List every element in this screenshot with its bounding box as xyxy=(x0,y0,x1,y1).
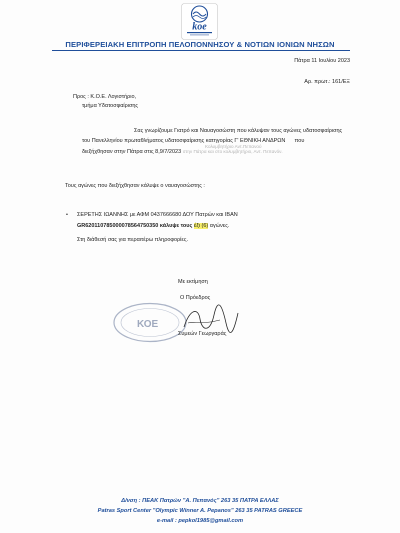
iban-value: GR6201107850000785647503 xyxy=(77,223,153,229)
bullet-suffix-pre: 50 κάλυψε τους xyxy=(152,223,193,229)
availability-note: Στη διάθεσή σας για περαιτέρω πληροφορίες. xyxy=(77,237,189,243)
bullet-line-2 xyxy=(65,221,355,232)
footer-email: e-mail : pepkol1985@gmail.com xyxy=(156,518,244,524)
koe-logo-icon xyxy=(181,3,218,40)
recipient-line-1: Προς : Κ.Ο.Ε. Λογιστήριο, xyxy=(73,94,137,100)
footer-address-english: Patras Sport Center "Olympic Winner A. Pepanos" 263 35 PATRAS GREECE xyxy=(97,508,303,514)
header-divider xyxy=(52,50,350,51)
body-line-3-faint: στην Πάτρα και στο κολυμβητήριο, Αντ. Πεπανόν. xyxy=(182,148,283,154)
faint-overprint: Κολυμβητήριο Αντ.Πεπανού xyxy=(205,143,262,149)
bullet-line-1 xyxy=(65,210,355,221)
official-stamp-icon xyxy=(112,302,188,343)
bullet-suffix-post: αγώνες. xyxy=(209,223,230,229)
footer-address-greek: Δ/νση : ΠΕΑΚ Πατρών "Α. Πεπανός" 263 35 ΠΑΤΡΑ ΕΛΛΑΣ xyxy=(121,498,279,504)
recipient-line-2: τμήμα Υδατοσφαίρισης xyxy=(82,103,139,109)
logo-text: koe xyxy=(192,21,207,33)
signer-name: Συμεών Γεωργαράς xyxy=(178,331,227,337)
body-line-3-text: διεξήχθησαν στην Πάτρα στις 8,9/7/2023 xyxy=(82,148,182,155)
highlighted-count: έξι (6) xyxy=(193,223,209,229)
body-line-3 xyxy=(82,143,352,158)
body-paragraph xyxy=(82,127,352,157)
closing-regards: Με εκτίμηση xyxy=(178,279,208,285)
lifeguard-bullet xyxy=(65,210,355,232)
protocol-number: Αρ. πρωτ.: 161/ΕΞ xyxy=(304,79,350,85)
lifeguard-intro: Τους αγώνες που διεξήχθησαν κάλυψε ο ναυαγοσώστης : xyxy=(65,183,205,189)
body-line-1: Σας γνωρίζουμε Γιατρό και Ναυαγοσώστη που κάλυψαν τους αγώνες υδατοσφαίρισης xyxy=(134,128,343,134)
stamp-text: ΚΟΕ xyxy=(137,319,159,330)
body-line-2-text: του Πανελληνίου πρωταθλήματος υδατοσφαίρισης κατηγορίας Γ' ΕΘΝΙΚΗ ΑΝΔΡΩΝ xyxy=(82,137,286,144)
page-title: ΠΕΡΙΦΕΡΕΙΑΚΗ ΕΠΙΤΡΟΠΗ ΠΕΛΟΠΟΝΝΗΣΟΥ & ΝΟΤΙΩΝ ΙΟΝΙΩΝ ΝΗΣΩΝ xyxy=(65,40,335,49)
president-title: Ο Πρόεδρος xyxy=(180,295,211,301)
lifeguard-details: ΣΕΡΕΤΗΣ ΙΩΑΝΝΗΣ με ΑΦΜ 0437666680 ΔΟΥ Πατρών και ΙΒΑΝ xyxy=(77,212,238,218)
document-date: Πάτρα 11 Ιουλίου 2023 xyxy=(294,58,350,64)
bullet-marker: • xyxy=(66,212,68,218)
body-line-2-end: που xyxy=(294,137,305,144)
